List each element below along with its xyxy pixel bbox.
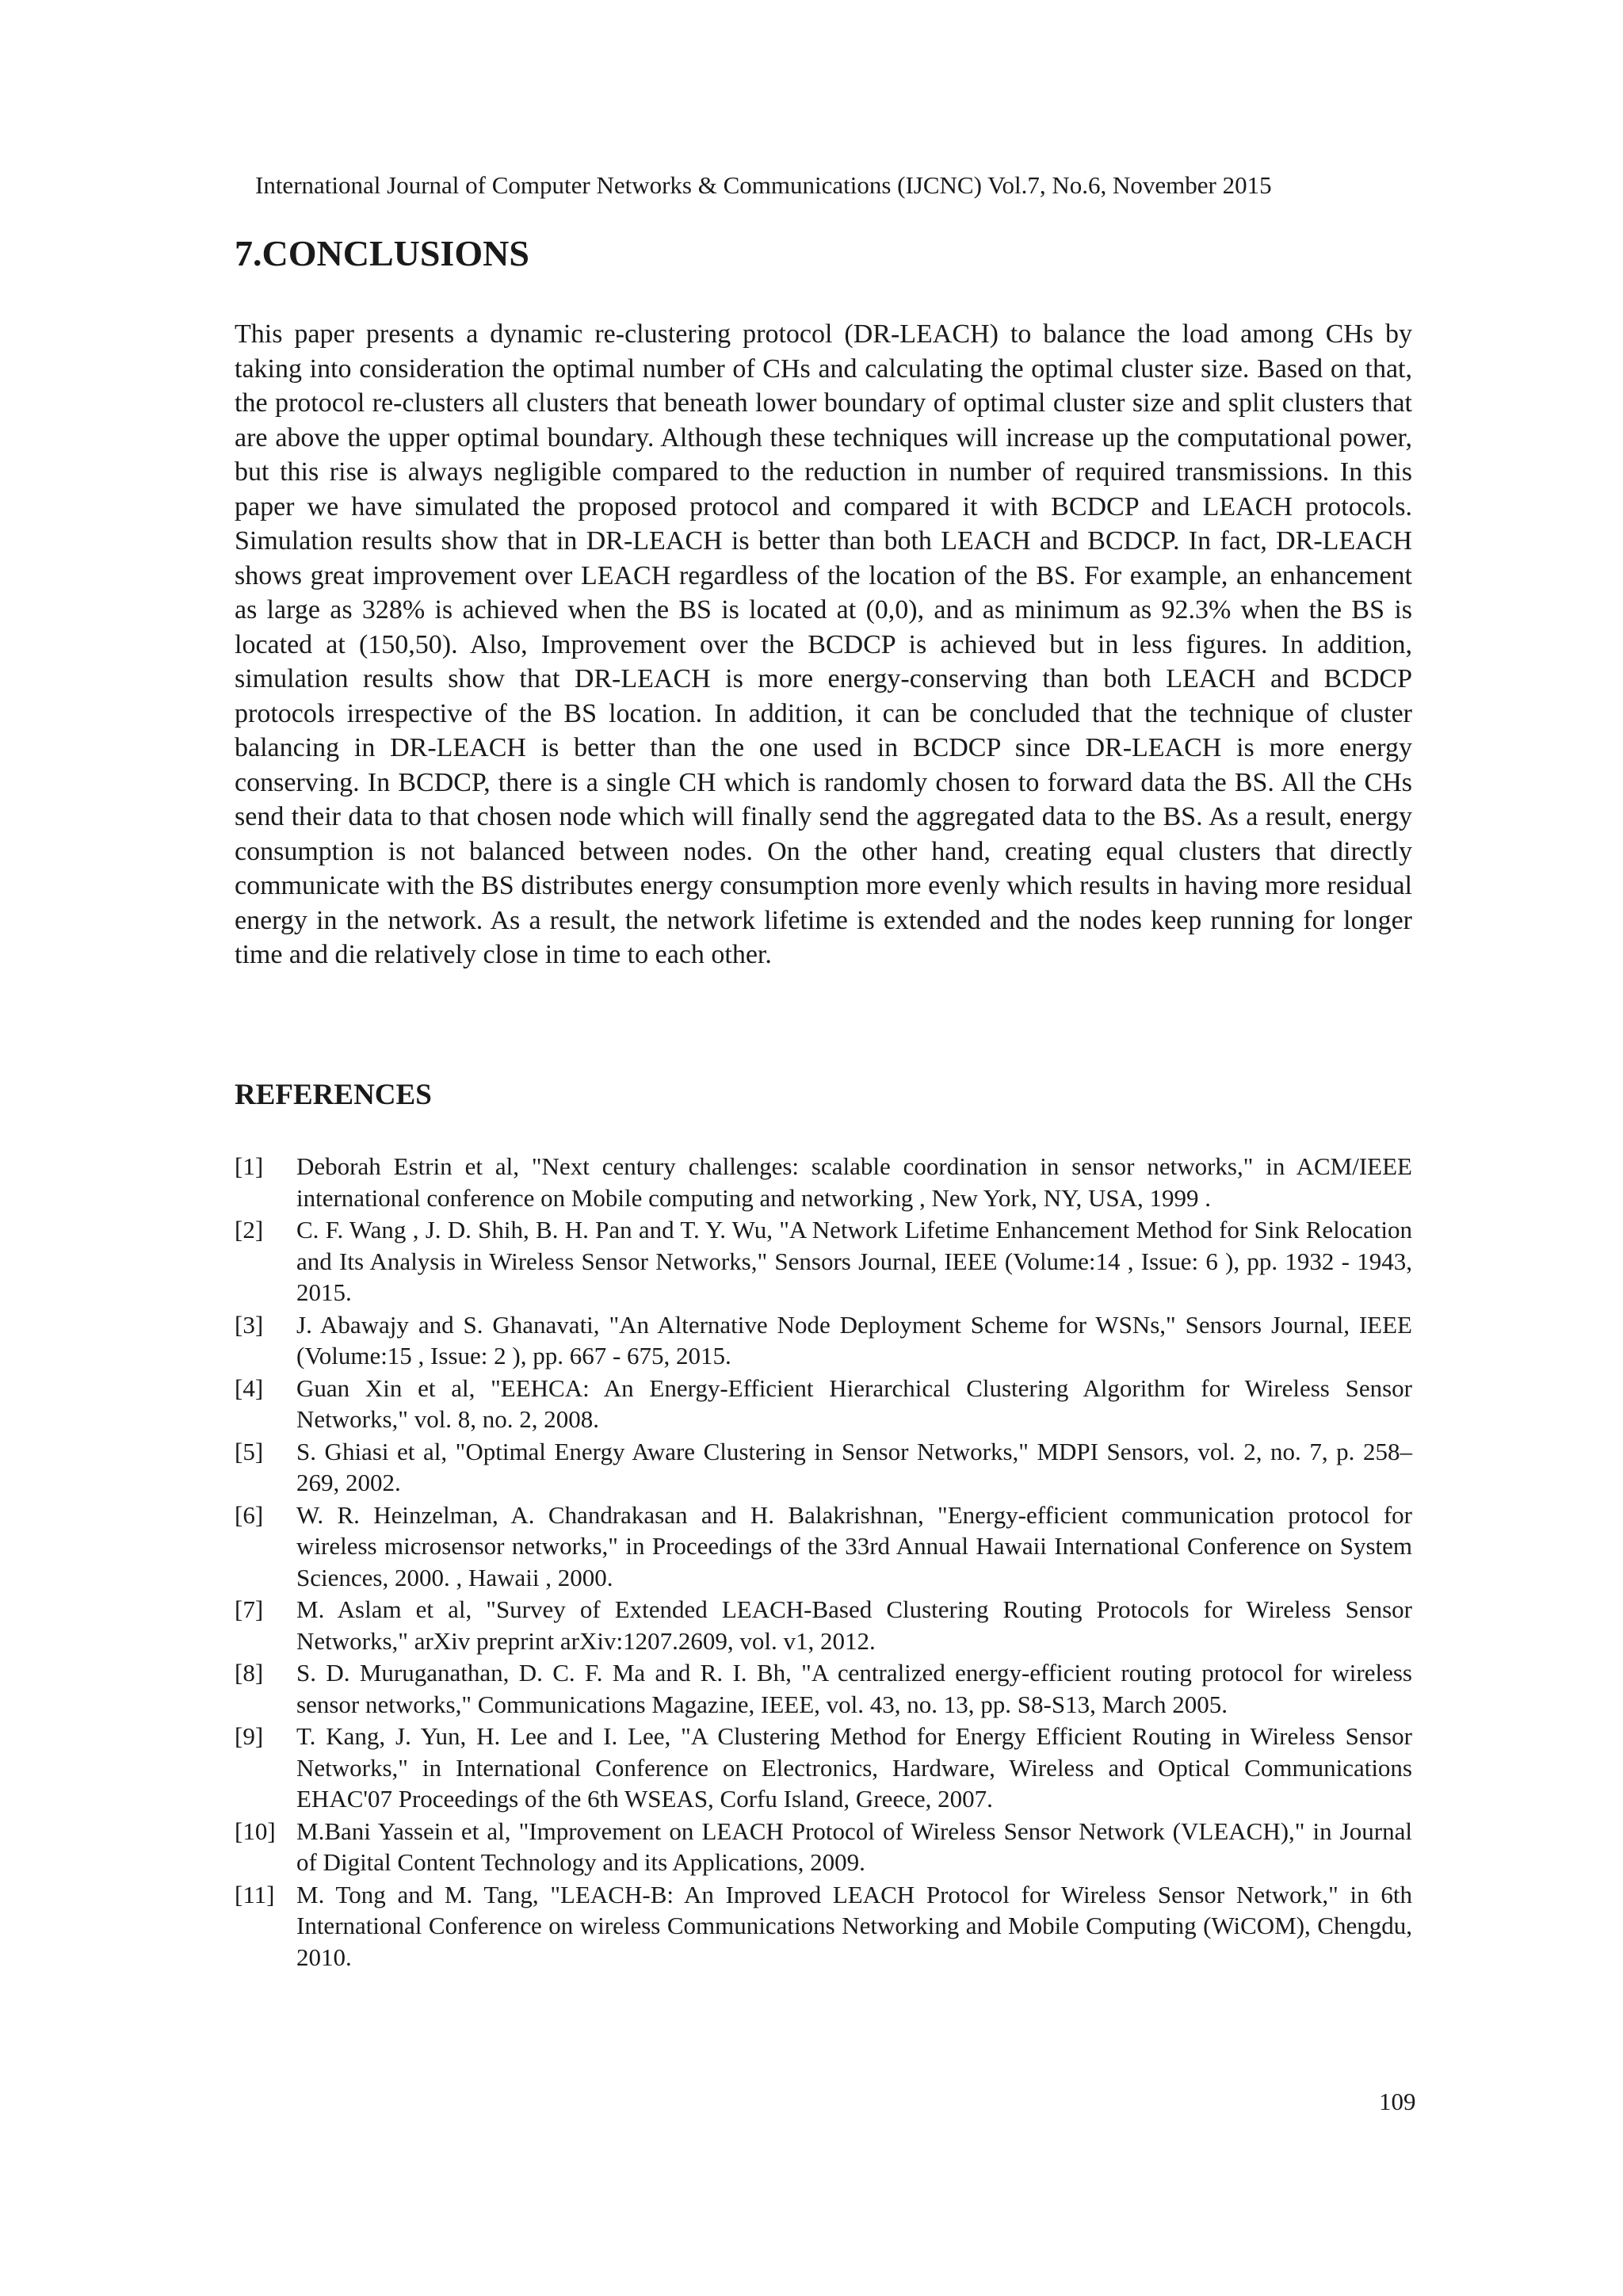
reference-number: [4]	[235, 1373, 264, 1402]
conclusions-paragraph: This paper presents a dynamic re-clustering protocol (DR-LEACH) to balance the load among CHs by taking into consideration the optimal number of CHs and calculating the optimal cluster size. Based on that, the protocol re-clusters all clusters that beneath lower boundary of optimal cluster size and split clusters that are above the upper optimal boundary. Although these techniques will increase up the computational power, but this rise is always negligible compared to the reduction in number of required transmissions. In this paper we have simulated the proposed protocol and compared it with BCDCP and LEACH protocols. Simulation results show that in DR-LEACH is better than both LEACH and BCDCP. In fact, DR-LEACH shows great improvement over LEACH regardless of the location of the BS. For example, an enhancement as large as 328% is achieved when the BS is located at (0,0), and as minimum as 92.3% when the BS is located at (150,50). Also, Improvement over the BCDCP is achieved but in less figures. In addition, simulation results show that DR-LEACH is more energy-conserving than both LEACH and BCDCP protocols irrespective of the BS location. In addition, it can be concluded that the technique of cluster balancing in DR-LEACH is better than the one used in BCDCP since DR-LEACH is more energy conserving. In BCDCP, there is a single CH which is randomly chosen to forward data the BS. All the CHs send their data to that chosen node which will finally send the aggregated data to the BS. As a result, energy consumption is not balanced between nodes. On the other hand, creating equal clusters that directly communicate with the BS distributes energy consumption more evenly which results in having more residual energy in the network. As a result, the network lifetime is extended and the nodes keep running for longer time and die relatively close in time to each other.	[235, 319, 1412, 969]
page-number: 109	[1379, 2088, 1416, 2115]
reference-number: [8]	[235, 1659, 264, 1687]
reference-item	[235, 1373, 1412, 1435]
reference-item	[235, 1214, 1412, 1308]
reference-text: Guan Xin et al, "EEHCA: An Energy-Efficient Hierarchical Clustering Algorithm for Wireless Sensor Networks," vol. 8, no. 2, 2008.	[296, 1373, 1412, 1433]
reference-text: S. D. Muruganathan, D. C. F. Ma and R. I. Bh, "A centralized energy-efficient routing protocol for wireless sensor networks," Communications Magazine, IEEE, vol. 43, no. 13, pp. S8-S13, March 2005.	[296, 1659, 1412, 1718]
reference-item	[235, 1594, 1412, 1656]
reference-item	[235, 1436, 1412, 1499]
reference-item	[235, 1151, 1412, 1213]
reference-text: C. F. Wang , J. D. Shih, B. H. Pan and T. Y. Wu, "A Network Lifetime Enhancement Method for Sink Relocation and Its Analysis in Wireless Sensor Networks," Sensors Journal, IEEE (Volume:14 , Issue: 6 ), pp. 1932 - 1943, 2015.	[296, 1216, 1412, 1306]
reference-text: Deborah Estrin et al, "Next century challenges: scalable coordination in sensor networks," in ACM/IEEE international conference on Mobile computing and networking , New York, NY, USA, 1999 .	[296, 1152, 1412, 1212]
running-header: International Journal of Computer Networks & Communications (IJCNC) Vol.7, No.6, November 2015	[255, 171, 1272, 199]
reference-text: M. Tong and M. Tang, "LEACH-B: An Improved LEACH Protocol for Wireless Sensor Network," in 6th International Conference on wireless Communications Networking and Mobile Computing (WiCOM), Chengdu, 2010.	[296, 1880, 1412, 1971]
references-list	[235, 1151, 1412, 1973]
reference-text: M.Bani Yassein et al, "Improvement on LEACH Protocol of Wireless Sensor Network (VLEACH)," in Journal of Digital Content Technology and its Applications, 2009.	[296, 1817, 1412, 1876]
reference-item	[235, 1816, 1412, 1878]
reference-item	[235, 1309, 1412, 1372]
reference-number: [9]	[235, 1722, 264, 1750]
reference-text: M. Aslam et al, "Survey of Extended LEACH-Based Clustering Routing Protocols for Wireless Sensor Networks," arXiv preprint arXiv:1207.2609, vol. v1, 2012.	[296, 1595, 1412, 1655]
reference-number: [3]	[235, 1310, 264, 1339]
reference-number: [6]	[235, 1500, 264, 1529]
reference-item	[235, 1657, 1412, 1720]
reference-number: [1]	[235, 1152, 264, 1180]
reference-item	[235, 1721, 1412, 1815]
references-heading: REFERENCES	[235, 1079, 432, 1111]
section-title-conclusions: 7.CONCLUSIONS	[235, 233, 529, 273]
reference-number: [11]	[235, 1880, 275, 1908]
reference-number: [2]	[235, 1216, 264, 1244]
reference-number: [10]	[235, 1817, 276, 1845]
reference-item	[235, 1499, 1412, 1594]
reference-text: W. R. Heinzelman, A. Chandrakasan and H. Balakrishnan, "Energy-efficient communication protocol for wireless microsensor networks," in Proceedings of the 33rd Annual Hawaii International Conference on System Sciences, 2000. , Hawaii , 2000.	[296, 1500, 1412, 1591]
reference-text: J. Abawajy and S. Ghanavati, "An Alternative Node Deployment Scheme for WSNs," Sensors Journal, IEEE (Volume:15 , Issue: 2 ), pp. 667 - 675, 2015.	[296, 1310, 1412, 1370]
reference-number: [7]	[235, 1595, 264, 1623]
reference-number: [5]	[235, 1437, 264, 1465]
reference-text: T. Kang, J. Yun, H. Lee and I. Lee, "A Clustering Method for Energy Efficient Routing in Wireless Sensor Networks," in International Conference on Electronics, Hardware, Wireless and Optical Communications EHAC'07 Proceedings of the 6th WSEAS, Corfu Island, Greece, 2007.	[296, 1722, 1412, 1813]
reference-item	[235, 1879, 1412, 1973]
reference-text: S. Ghiasi et al, "Optimal Energy Aware Clustering in Sensor Networks," MDPI Sensors, vol. 2, no. 7, p. 258–269, 2002.	[296, 1437, 1412, 1496]
